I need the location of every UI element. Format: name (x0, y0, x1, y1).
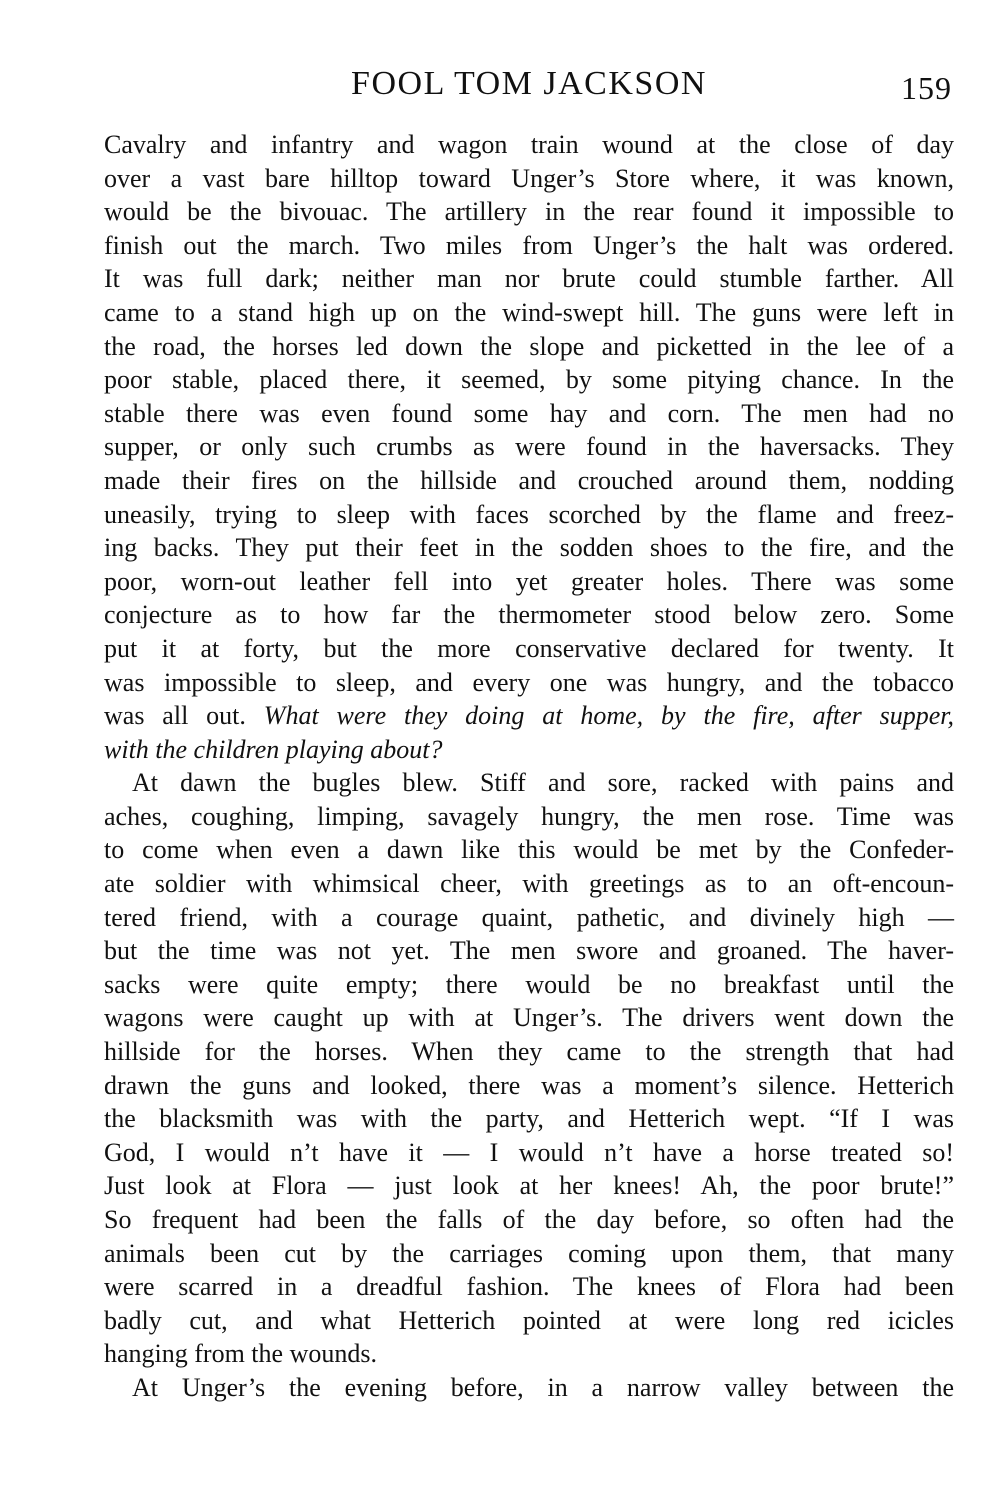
text-line: ate soldier with whimsical cheer, with greetings as to an oft-encoun- (104, 869, 954, 899)
text-line: It was full dark; neither man nor brute could stumble farther. All (104, 264, 954, 294)
page-number: 159 (901, 70, 952, 106)
text-line: the road, the horses led down the slope and picketted in the lee of a (104, 331, 954, 361)
text-line: but the time was not yet. The men swore and groaned. The haver- (104, 936, 954, 966)
text-line: would be the bivouac. The artillery in the rear found it impossible to (104, 197, 954, 227)
text-line: wagons were caught up with at Unger’s. The drivers went down the (104, 1003, 954, 1033)
text-line: to come when even a dawn like this would be met by the Confeder- (104, 835, 954, 865)
text-line: came to a stand high up on the wind-swept hill. The guns were left in (104, 297, 954, 327)
text-line: God, I would n’t have it — I would n’t have a horse treated so! (104, 1137, 954, 1167)
text-line: poor stable, placed there, it seemed, by some pitying chance. In the (104, 365, 954, 395)
text-line: finish out the march. Two miles from Unger’s the halt was ordered. (104, 230, 954, 260)
text-line: put it at forty, but the more conservative declared for twenty. It (104, 633, 954, 663)
text-line: animals been cut by the carriages coming upon them, that many (104, 1238, 954, 1268)
text-line: badly cut, and what Hetterich pointed at were long red icicles (104, 1305, 954, 1335)
text-line: Just look at Flora — just look at her knees! Ah, the poor brute!” (104, 1171, 954, 1201)
text-line: drawn the guns and looked, there was a moment’s silence. Hetterich (104, 1070, 954, 1100)
text-line: were scarred in a dreadful fashion. The knees of Flora had been (104, 1272, 954, 1302)
running-title: FOOL TOM JACKSON (351, 65, 707, 102)
text-line: At Unger’s the evening before, in a narrow valley between the (132, 1372, 954, 1402)
text-line: uneasily, trying to sleep with faces scorched by the flame and freez- (104, 499, 954, 529)
text-line: At dawn the bugles blew. Stiff and sore, racked with pains and (132, 768, 954, 798)
text-line: over a vast bare hilltop toward Unger’s Store where, it was known, (104, 163, 954, 193)
text-line: hillside for the horses. When they came to the strength that had (104, 1037, 954, 1067)
text-line: conjecture as to how far the thermometer stood below zero. Some (104, 600, 954, 630)
body-text (104, 128, 954, 1405)
italic-text: What were they doing at home, by the fire, after supper, (263, 701, 954, 731)
text-line: Cavalry and infantry and wagon train wound at the close of day (104, 130, 954, 159)
text-line: tered friend, with a courage quaint, pathetic, and divinely high — (104, 902, 954, 932)
text-line: made their fires on the hillside and crouched around them, nodding (104, 465, 954, 495)
text-line: poor, worn-out leather fell into yet greater holes. There was some (104, 566, 954, 596)
text-line: was impossible to sleep, and every one was hungry, and the tobacco (104, 667, 954, 697)
text-line-mixed (104, 699, 954, 733)
text-line: So frequent had been the falls of the day before, so often had the (104, 1205, 954, 1234)
text-line: ing backs. They put their feet in the sodden shoes to the fire, and the (104, 533, 954, 563)
running-head (104, 60, 954, 108)
text-line: hanging from the wounds. (104, 1339, 377, 1369)
text-line: supper, or only such crumbs as were found in the haversacks. They (104, 432, 954, 462)
text-line: aches, coughing, limping, savagely hungry, the men rose. Time was (104, 801, 954, 831)
text-line: stable there was even found some hay and corn. The men had no (104, 398, 954, 428)
plain-text: was all out. (104, 701, 264, 731)
italic-text: with the children playing about? (104, 734, 443, 764)
text-line: the blacksmith was with the party, and Hetterich wept. “If I was (104, 1104, 954, 1134)
text-line-italic (104, 733, 954, 767)
text-line: sacks were quite empty; there would be no breakfast until the (104, 969, 954, 999)
